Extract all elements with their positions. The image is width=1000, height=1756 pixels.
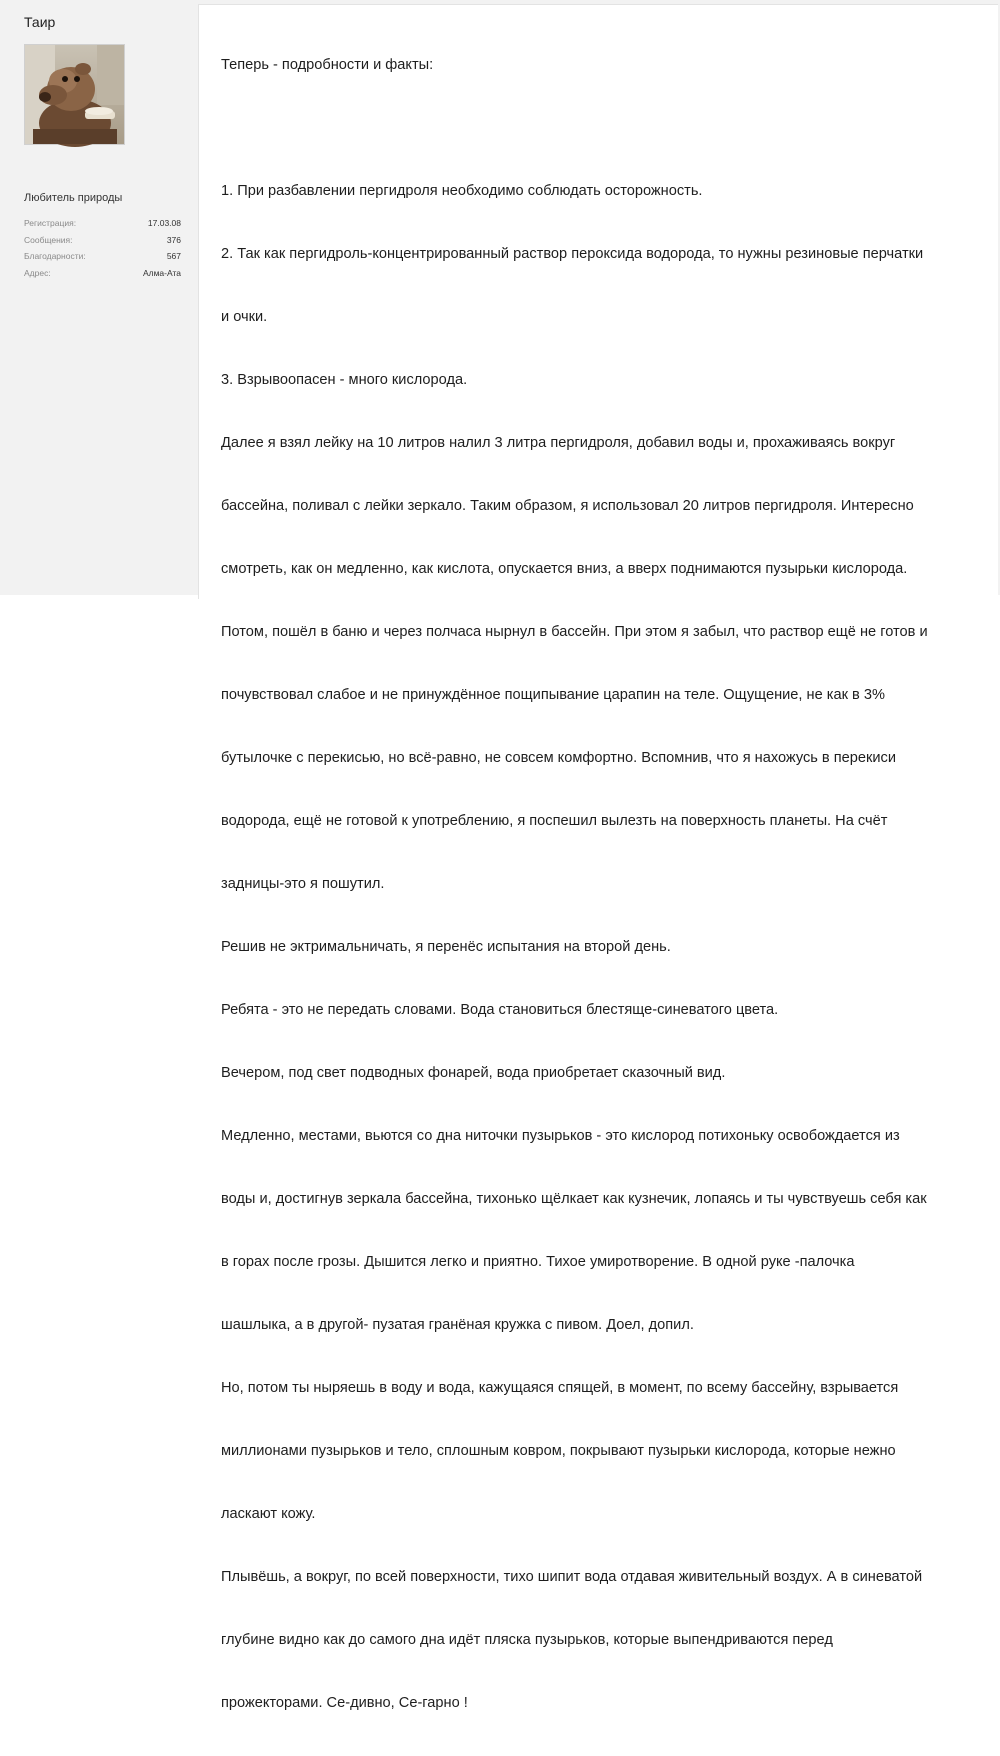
post-line: Вечером, под свет подводных фонарей, вода приобретает сказочный вид. — [221, 1065, 726, 1081]
post-line: бассейна, поливал с лейки зеркало. Таким образом, я использовал 20 литров пергидроля. Интересно — [221, 498, 914, 514]
alf-avatar-icon[interactable] — [24, 44, 125, 145]
stat-messages — [24, 232, 181, 249]
post-line: 3. Взрывоопасен - много кислорода. — [221, 372, 468, 388]
stat-registration — [24, 215, 181, 232]
post-line: в горах после грозы. Дышится легко и приятно. Тихое умиротворение. В одной руке -палочка — [221, 1254, 855, 1270]
stat-address — [24, 265, 181, 282]
post-line: задницы-это я пошутил. — [221, 876, 385, 892]
post-line: смотреть, как он медленно, как кислота, опускается вниз, а вверх поднимаются пузырьки кислорода. — [221, 561, 908, 577]
stat-label: Регистрация: — [24, 218, 77, 228]
user-stats — [24, 215, 181, 281]
post-line: Ребята - это не передать словами. Вода становиться блестяще-синеватого цвета. — [221, 1002, 779, 1018]
post-line: ласкают кожу. — [221, 1506, 316, 1522]
stat-value: Алма-Ата — [142, 267, 181, 278]
stat-label: Благодарности: — [24, 251, 86, 261]
post-line: бутылочке с перекисью, но всё-равно, не совсем комфортно. Вспомнив, что я нахожусь в перекиси — [221, 750, 896, 766]
post-line: Но, потом ты ныряешь в воду и вода, кажущаяся спящей, в момент, по всему бассейну, взрывается — [221, 1380, 899, 1396]
post-line: Далее я взял лейку на 10 литров налил 3 литра пергидроля, добавил воды и, прохаживаясь вокруг — [221, 435, 896, 451]
stat-label: Адрес: — [24, 267, 51, 278]
post-line: Плывёшь, а вокруг, по всей поверхности, тихо шипит вода отдавая живительный воздух. А в синеватой — [221, 1569, 923, 1585]
post-line — [221, 118, 981, 139]
post-line: Медленно, местами, вьются со дна ниточки пузырьков - это кислород потихоньку освобождается из — [221, 1128, 900, 1144]
post-line: шашлыка, а в другой- пузатая гранёная кружка с пивом. Доел, допил. — [221, 1317, 694, 1333]
post-body — [221, 13, 981, 1756]
post-line: и очки. — [221, 309, 268, 325]
user-title: Любитель природы — [24, 192, 123, 204]
stat-label: Сообщения: — [24, 234, 73, 245]
post-line: Решив не эктримальничать, я перенёс испытания на второй день. — [221, 939, 671, 955]
post-line: почувствовал слабое и не принуждённое пощипывание царапин на теле. Ощущение, не как в 3% — [221, 687, 885, 703]
post-content — [198, 4, 998, 1711]
stat-thanks — [24, 248, 181, 265]
post-line: Потом, пошёл в баню и через полчаса нырнул в бассейн. При этом я забыл, что раствор ещё не готов и — [221, 624, 928, 640]
post-line: 1. При разбавлении пергидроля необходимо соблюдать осторожность. — [221, 183, 703, 199]
avatar-image — [25, 45, 124, 144]
post-line: 2. Так как пергидроль-концентрированный раствор пероксида водорода, то нужны резиновые перчатки — [221, 246, 924, 262]
user-sidebar — [0, 0, 198, 595]
stat-value: 376 — [166, 234, 181, 245]
post-line: глубине видно как до самого дна идёт пляска пузырьков, которые выпендриваются перед — [221, 1632, 833, 1648]
post-line: водорода, ещё не готовой к употреблению, я поспешил вылезть на поверхность планеты. На счёт — [221, 813, 888, 829]
post-line: Теперь - подробности и факты: — [221, 57, 434, 73]
post-line: прожекторами. Се-дивно, Се-гарно ! — [221, 1695, 468, 1711]
username-link[interactable]: Таир — [24, 14, 56, 30]
post-line: воды и, достигнув зеркала бассейна, тихонько щёлкает как кузнечик, лопаясь и ты чувствуешь себя как — [221, 1191, 927, 1207]
post-line: миллионами пузырьков и тело, сплошным ковром, покрывают пузырьки кислорода, которые нежно — [221, 1443, 896, 1459]
stat-value: 17.03.08 — [147, 218, 181, 228]
stat-value: 567 — [166, 251, 181, 261]
